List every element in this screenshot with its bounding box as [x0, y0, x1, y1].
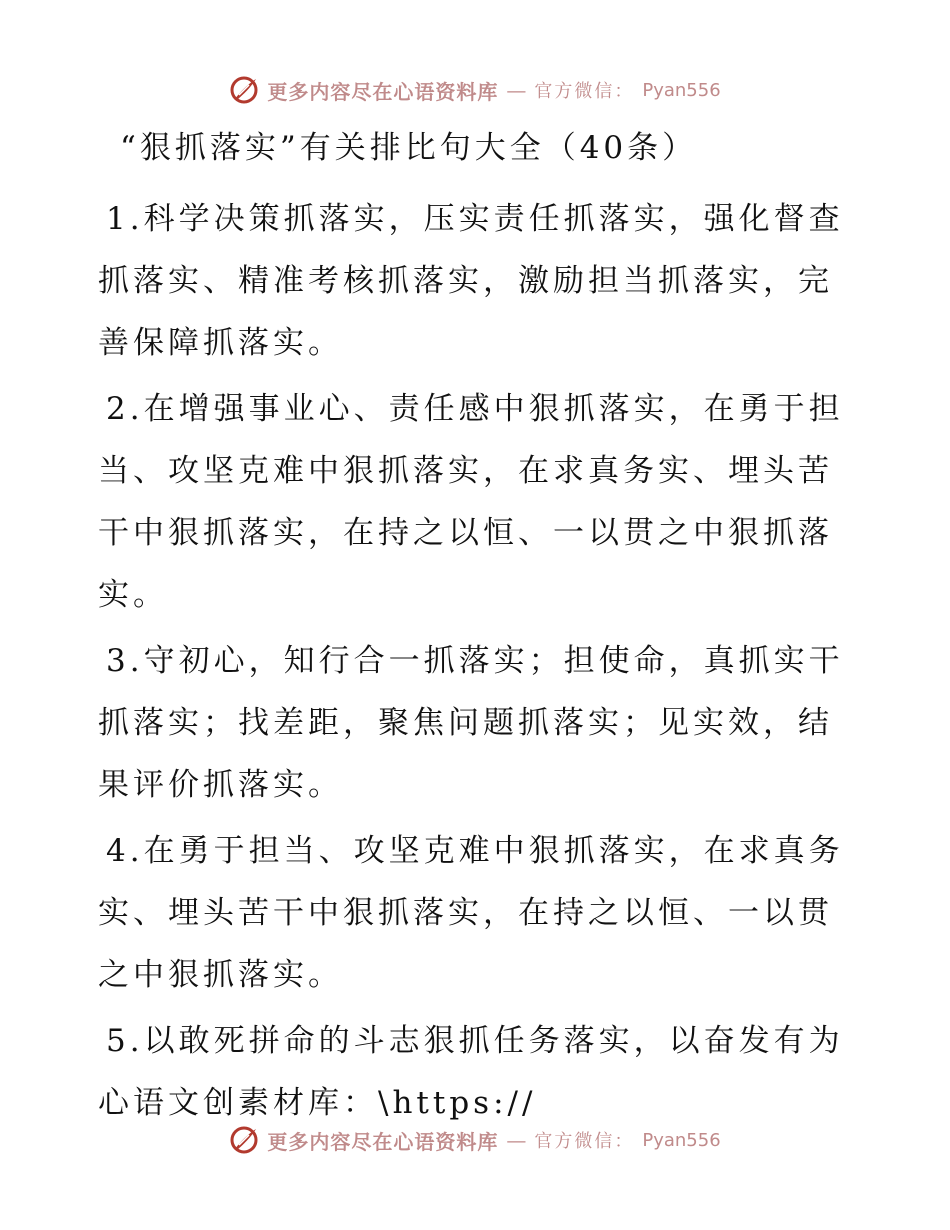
banner-main-text: 更多内容尽在心语资料库 [267, 79, 499, 104]
paragraph-4: 4.在勇于担当、攻坚克难中狠抓落实，在求真务实、埋头苦干中狠抓落实，在持之以恒、一以贯之中狠抓落实。 [98, 833, 844, 993]
banner-separator: — [506, 1128, 527, 1152]
feather-pen-logo-icon [229, 1125, 259, 1155]
paragraph-1: 1.科学决策抓落实，压实责任抓落实，强化督查抓落实、精准考核抓落实，激励担当抓落实，完善保障抓落实。 [98, 201, 844, 361]
banner-wechat-label: 官方微信： [534, 81, 635, 102]
paragraph-2: 2.在增强事业心、责任感中狠抓落实，在勇于担当、攻坚克难中狠抓落实，在求真务实、埋头苦干中狠抓落实，在持之以恒、一以贯之中狠抓落实。 [98, 391, 844, 613]
banner-wechat-id: Pyan556 [642, 1129, 721, 1151]
paragraph-5: 5.以敢死拼命的斗志狠抓任务落实，以奋发有为心语文创素材库：\https:// [98, 1023, 844, 1121]
feather-pen-logo-icon [229, 75, 259, 105]
banner-main-text: 更多内容尽在心语资料库 [267, 1129, 499, 1154]
banner-wechat-label: 官方微信： [534, 1131, 635, 1152]
header-banner [0, 70, 950, 110]
banner-wechat-id: Pyan556 [642, 79, 721, 101]
paragraph-3: 3.守初心，知行合一抓落实；担使命，真抓实干抓落实；找差距，聚焦问题抓落实；见实效，结果评价抓落实。 [98, 643, 844, 803]
banner-separator: — [506, 78, 527, 102]
document-body [98, 120, 858, 1138]
document-title: “狠抓落实”有关排比句大全（40条） [120, 130, 698, 166]
footer-banner [0, 1120, 950, 1160]
